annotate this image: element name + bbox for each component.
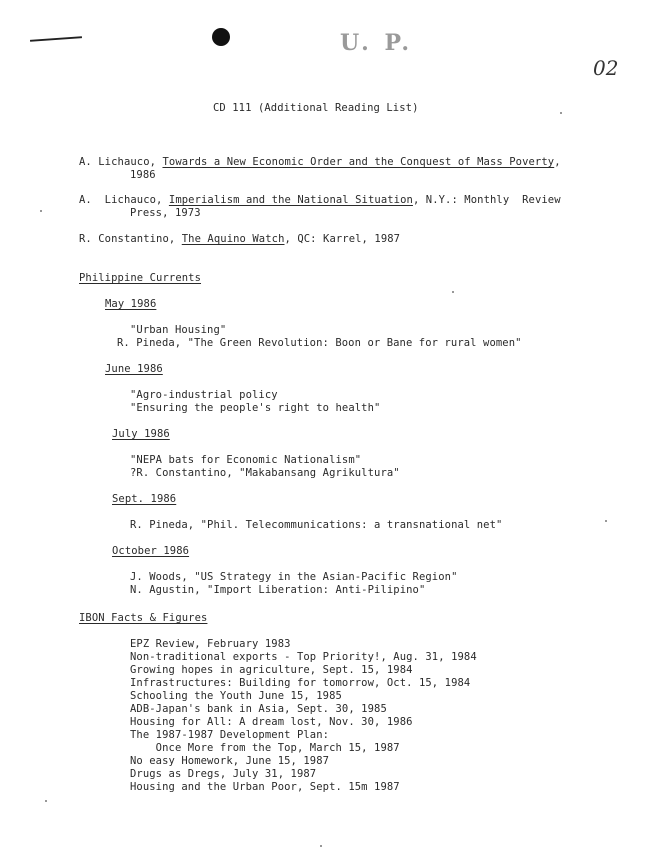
scan-speck bbox=[452, 291, 454, 293]
list-item: Once More from the Top, March 15, 1987 bbox=[130, 742, 400, 754]
library-stamp: U. P. bbox=[340, 30, 414, 56]
scan-speck bbox=[45, 800, 47, 802]
scan-speck bbox=[560, 112, 562, 114]
issue-date: June 1986 bbox=[105, 363, 163, 375]
scan-speck bbox=[605, 520, 607, 522]
article-item: "Agro-industrial policy bbox=[130, 389, 278, 401]
article-item: R. Pineda, "The Green Revolution: Boon or Bane for rural women" bbox=[117, 337, 522, 349]
section-heading-philippine-currents: Philippine Currents bbox=[79, 272, 202, 284]
issue-date: October 1986 bbox=[112, 545, 190, 557]
reference-2-title: Imperialism and the National Situation bbox=[168, 194, 413, 206]
handwritten-page-number: 02 bbox=[593, 56, 619, 80]
issue-date: Sept. 1986 bbox=[112, 493, 177, 505]
article-item: J. Woods, "US Strategy in the Asian-Pacific Region" bbox=[130, 571, 458, 583]
list-item: EPZ Review, February 1983 bbox=[130, 638, 291, 650]
scan-speck bbox=[320, 845, 322, 847]
document-title: CD 111 (Additional Reading List) bbox=[213, 102, 419, 114]
list-item: Schooling the Youth June 15, 1985 bbox=[130, 690, 342, 702]
reference-1-title: Towards a New Economic Order and the Conquest of Mass Poverty bbox=[162, 156, 555, 168]
reference-3: R. Constantino, The Aquino Watch, QC: Karrel, 1987 bbox=[79, 233, 401, 245]
pen-mark bbox=[30, 36, 82, 42]
issue-date: July 1986 bbox=[112, 428, 170, 440]
reference-1: A. Lichauco, Towards a New Economic Order and the Conquest of Mass Poverty, bbox=[79, 156, 561, 168]
reference-2: A. Lichauco, Imperialism and the National Situation, N.Y.: Monthly Review bbox=[79, 194, 561, 206]
reference-2-publisher: Press, 1973 bbox=[130, 207, 201, 219]
scan-speck bbox=[40, 210, 42, 212]
list-item: Non-traditional exports - Top Priority!, Aug. 31, 1984 bbox=[130, 651, 477, 663]
article-item: ?R. Constantino, "Makabansang Agrikultura" bbox=[130, 467, 400, 479]
list-item: The 1987-1987 Development Plan: bbox=[130, 729, 330, 741]
list-item: Infrastructures: Building for tomorrow, Oct. 15, 1984 bbox=[130, 677, 471, 689]
article-item: R. Pineda, "Phil. Telecommunications: a transnational net" bbox=[130, 519, 503, 531]
punch-hole bbox=[212, 28, 230, 46]
list-item: Drugs as Dregs, July 31, 1987 bbox=[130, 768, 317, 780]
list-item: Growing hopes in agriculture, Sept. 15, 1984 bbox=[130, 664, 413, 676]
section-heading-ibon: IBON Facts & Figures bbox=[79, 612, 208, 624]
article-item: "NEPA bats for Economic Nationalism" bbox=[130, 454, 362, 466]
article-item: "Urban Housing" bbox=[130, 324, 227, 336]
list-item: Housing for All: A dream lost, Nov. 30, 1986 bbox=[130, 716, 413, 728]
article-item: N. Agustin, "Import Liberation: Anti-Pilipino" bbox=[130, 584, 426, 596]
list-item: Housing and the Urban Poor, Sept. 15m 1987 bbox=[130, 781, 400, 793]
list-item: ADB-Japan's bank in Asia, Sept. 30, 1985 bbox=[130, 703, 387, 715]
reference-1-year: 1986 bbox=[130, 169, 156, 181]
issue-date: May 1986 bbox=[105, 298, 157, 310]
reference-3-title: The Aquino Watch bbox=[181, 233, 285, 245]
list-item: No easy Homework, June 15, 1987 bbox=[130, 755, 330, 767]
article-item: "Ensuring the people's right to health" bbox=[130, 402, 381, 414]
